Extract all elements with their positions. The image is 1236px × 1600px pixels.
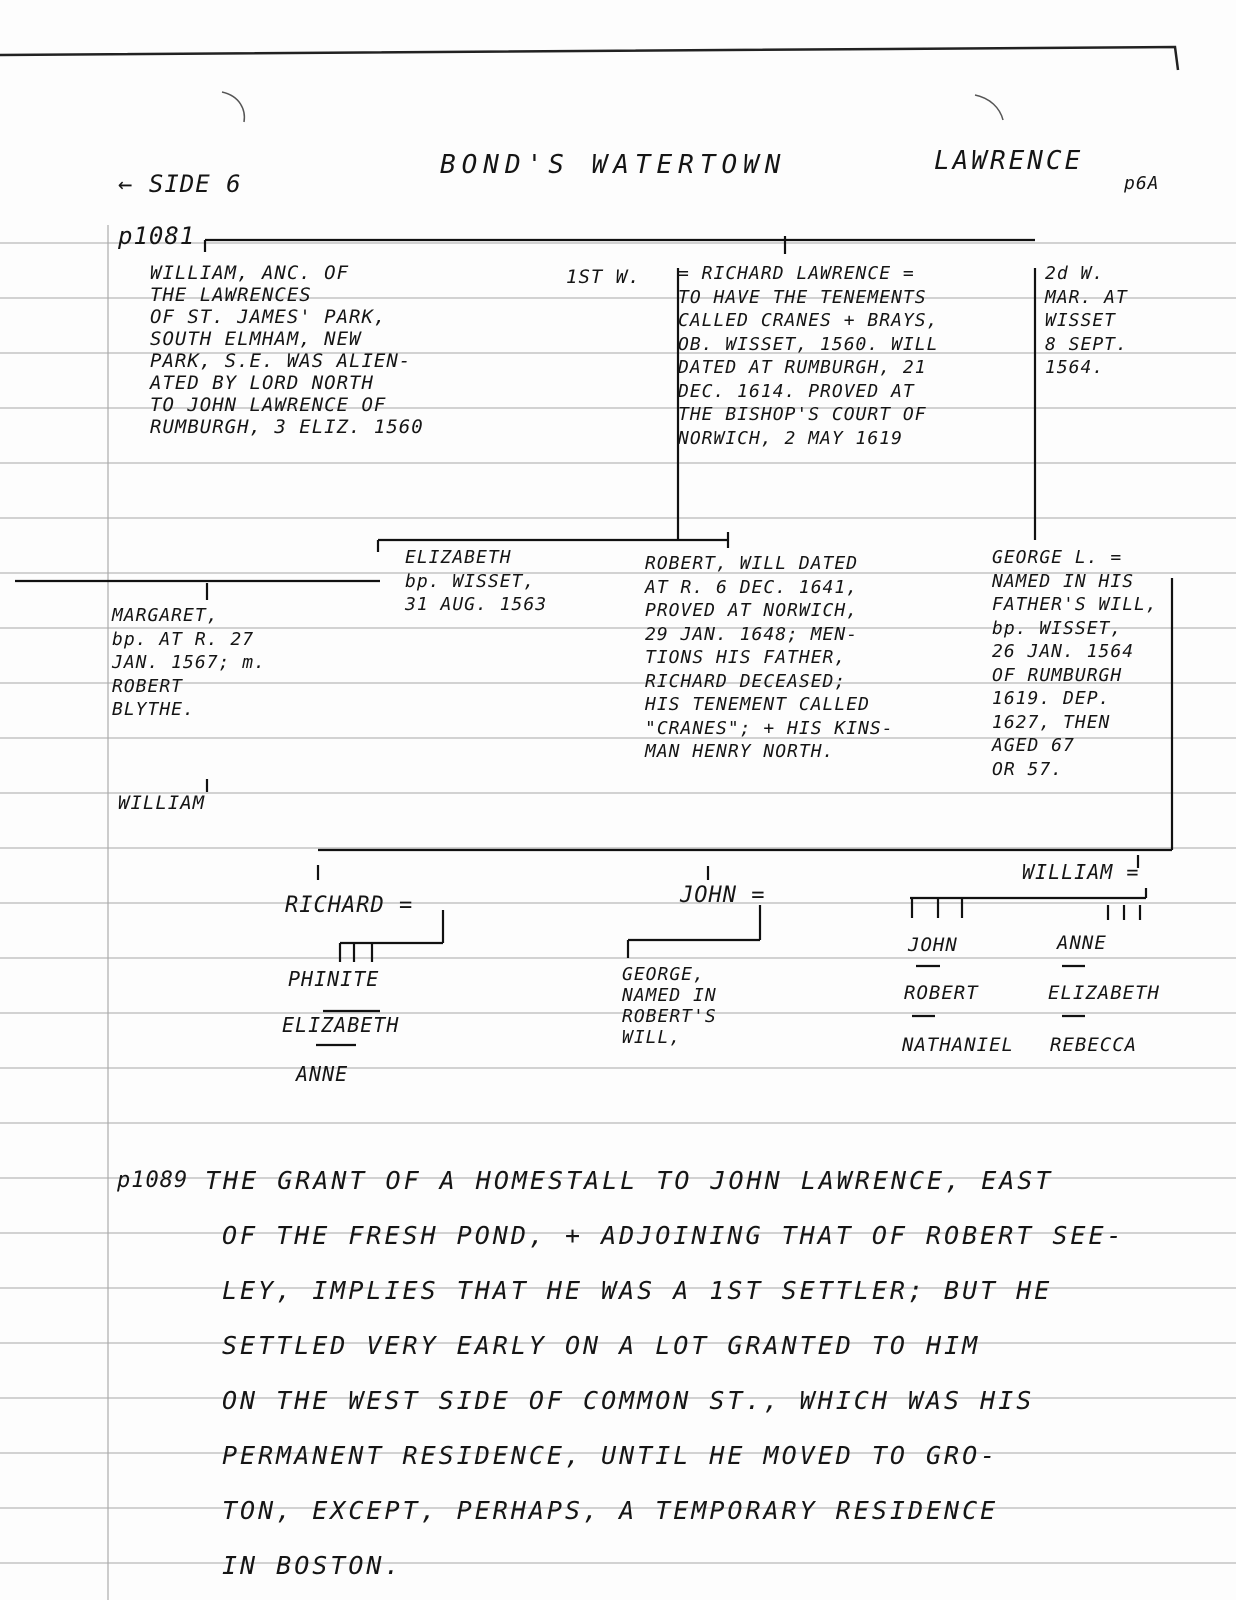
note-line: ON THE WEST SIDE OF COMMON ST., WHICH WAS HIS (222, 1386, 1035, 1415)
john-child-george: GEORGE, NAMED IN ROBERT'S WILL, (622, 964, 717, 1048)
note-line: PERMANENT RESIDENCE, UNTIL HE MOVED TO GRO- (222, 1441, 999, 1470)
note-line: TON, EXCEPT, PERHAPS, A TEMPORARY RESIDENCE (222, 1496, 999, 1525)
william-ancestor-note: WILLIAM, ANC. OF THE LAWRENCES OF ST. JAMES' PARK, SOUTH ELMHAM, NEW PARK, S.E. WAS ALIEN- ATED BY LORD NORTH TO JOHN LAWRENCE OF RUMBURGH, 3 ELIZ. 1560 (150, 262, 424, 438)
surname-heading: LAWRENCE (934, 146, 1084, 176)
richard-child-elizabeth: ELIZABETH (282, 1013, 400, 1037)
page-ref-top: p1081 (118, 222, 196, 250)
side-note: ← SIDE 6 (118, 170, 242, 198)
william-child-elizabeth: ELIZABETH (1048, 982, 1160, 1004)
margaret-child-william: WILLIAM (118, 792, 206, 814)
william-child-anne: ANNE (1057, 932, 1107, 954)
elizabeth-entry: ELIZABETH bp. WISSET, 31 AUG. 1563 (405, 547, 548, 615)
richard-child-phinite: PHINITE (288, 967, 380, 991)
note-line: IN BOSTON. (222, 1551, 403, 1580)
richard-child-anne: ANNE (296, 1062, 349, 1086)
note-line: LEY, IMPLIES THAT HE WAS A 1ST SETTLER; BUT HE (222, 1276, 1053, 1305)
second-wife-entry: 2d W. MAR. AT WISSET 8 SEPT. 1564. (1045, 263, 1128, 378)
richard-jr-entry: RICHARD = (285, 893, 414, 918)
note-line: OF THE FRESH POND, + ADJOINING THAT OF ROBERT SEE- (222, 1221, 1125, 1250)
note-line: THE GRANT OF A HOMESTALL TO JOHN LAWRENCE, EAST (205, 1166, 1054, 1195)
william-child-nathaniel: NATHANIEL (902, 1034, 1014, 1056)
george-entry: GEORGE L. = NAMED IN HIS FATHER'S WILL, bp. WISSET, 26 JAN. 1564 OF RUMBURGH 1619. DEP. 1627, THEN AGED 67 OR 57. (992, 547, 1158, 780)
william-child-robert: ROBERT (904, 982, 979, 1004)
notes-page-ref: p1089 (117, 1168, 189, 1193)
page-title: BOND'S WATERTOWN (440, 150, 787, 180)
william-jr-entry: WILLIAM = (1022, 860, 1140, 884)
john-entry: JOHN = (680, 883, 766, 908)
first-wife-label: 1ST W. (566, 266, 641, 288)
william-child-rebecca: REBECCA (1050, 1034, 1138, 1056)
margaret-entry: MARGARET, bp. AT R. 27 JAN. 1567; m. ROBERT BLYTHE. (112, 605, 266, 720)
robert-entry: ROBERT, WILL DATED AT R. 6 DEC. 1641, PROVED AT NORWICH, 29 JAN. 1648; MEN- TIONS HIS FATHER, RICHARD DECEASED; HIS TENEMENT CALLED "CRANES"; + HIS KINS- MAN HENRY NORTH. (645, 553, 894, 762)
header-page-ref: p6A (1124, 173, 1160, 194)
william-child-john: JOHN (908, 934, 958, 956)
richard-lawrence-entry: = RICHARD LAWRENCE = TO HAVE THE TENEMENTS CALLED CRANES + BRAYS, OB. WISSET, 1560. WILL DATED AT RUMBURGH, 21 DEC. 1614. PROVED AT THE BISHOP'S COURT OF NORWICH, 2 MAY 1619 (678, 263, 939, 449)
note-line: SETTLED VERY EARLY ON A LOT GRANTED TO HIM (222, 1331, 981, 1360)
